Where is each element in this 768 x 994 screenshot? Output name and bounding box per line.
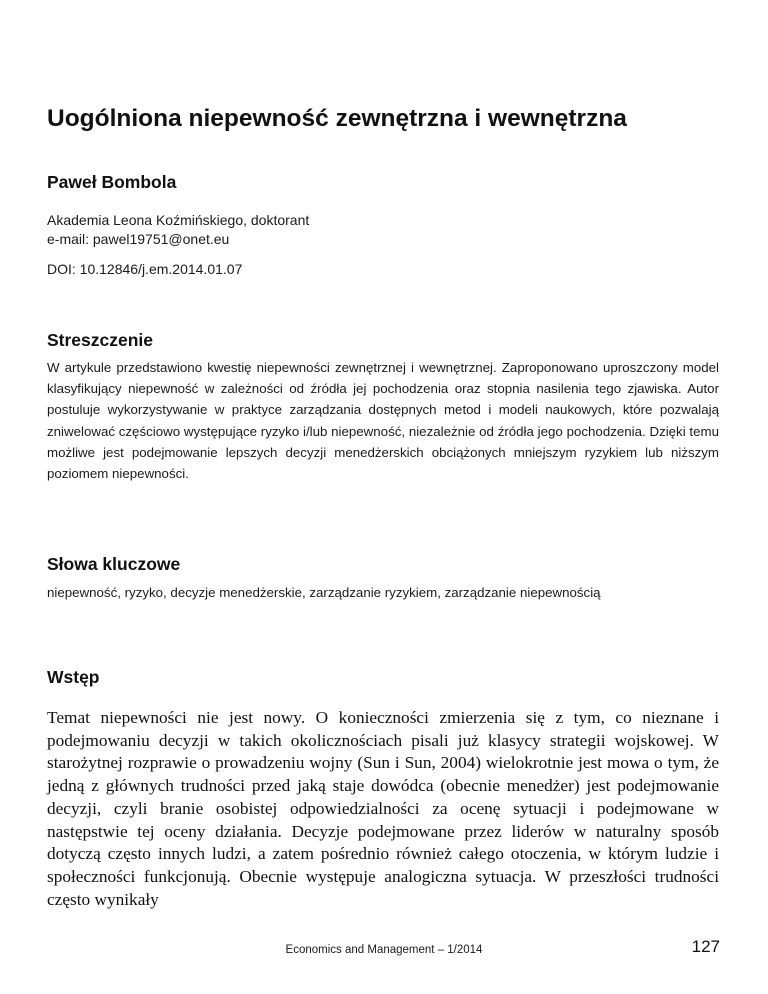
paper-title: Uogólniona niepewność zewnętrzna i wewnętrzna	[47, 105, 627, 132]
doi-identifier: DOI: 10.12846/j.em.2014.01.07	[47, 261, 243, 277]
abstract-text: W artykule przedstawiono kwestię niepewności zewnętrznej i wewnętrznej. Zaproponowano uproszczony model klasyfikujący niepewność w zależności od źródła jej pochodzenia oraz stopnia nasilenia tego zjawiska. Autor postuluje wykorzystywanie w praktyce zarządzania dostępnych metod i modeli naukowych, które pozwalają zniwelować częściowo występujące ryzyko i/lub niepewność, niezależnie od źródła jego pochodzenia. Dzięki temu możliwe jest podejmowanie lepszych decyzji menedżerskich obciążonych mniejszym ryzykiem lub niższym poziomem niepewności.	[47, 360, 719, 482]
affiliation-text: Akademia Leona Koźmińskiego, doktorant	[47, 212, 310, 228]
keywords-text: niepewność, ryzyko, decyzje menedżerskie, zarządzanie ryzykiem, zarządzanie niepewnością	[47, 585, 601, 600]
page-number: 127	[691, 937, 720, 956]
author-email: e-mail: pawel19751@onet.eu	[47, 231, 230, 247]
intro-paragraph: Temat niepewności nie jest nowy. O konieczności zmierzenia się z tym, co nieznane i podejmowaniu decyzji w takich okolicznościach pisali już klasycy strategii wojskowej. W starożytnej rozprawie o prowadzeniu wojny (Sun i Sun, 2004) wielokrotnie jest mowa o tym, że jedną z głównych trudności przed jaką staje dowódca (obecnie menedżer) jest podejmowanie decyzji, czyli branie osobistej odpowiedzialności za ocenę sytuacji i podejmowane w następstwie tej oceny działania. Decyzje podejmowane przez liderów w naturalny sposób dotyczą często innych ludzi, a zatem pośrednio również całego otoczenia, w którym ludzie i społeczności funkcjonują. Obecnie występuje analogiczna sytuacja. W przeszłości trudności często wynikały	[47, 708, 719, 909]
author-name: Paweł Bombola	[47, 172, 177, 192]
intro-heading: Wstęp	[47, 667, 100, 687]
author-affiliation-block	[47, 211, 309, 249]
abstract-heading: Streszczenie	[47, 330, 154, 350]
keywords-heading: Słowa kluczowe	[47, 554, 181, 574]
footer-journal-name: Economics and Management – 1/2014	[285, 944, 483, 956]
